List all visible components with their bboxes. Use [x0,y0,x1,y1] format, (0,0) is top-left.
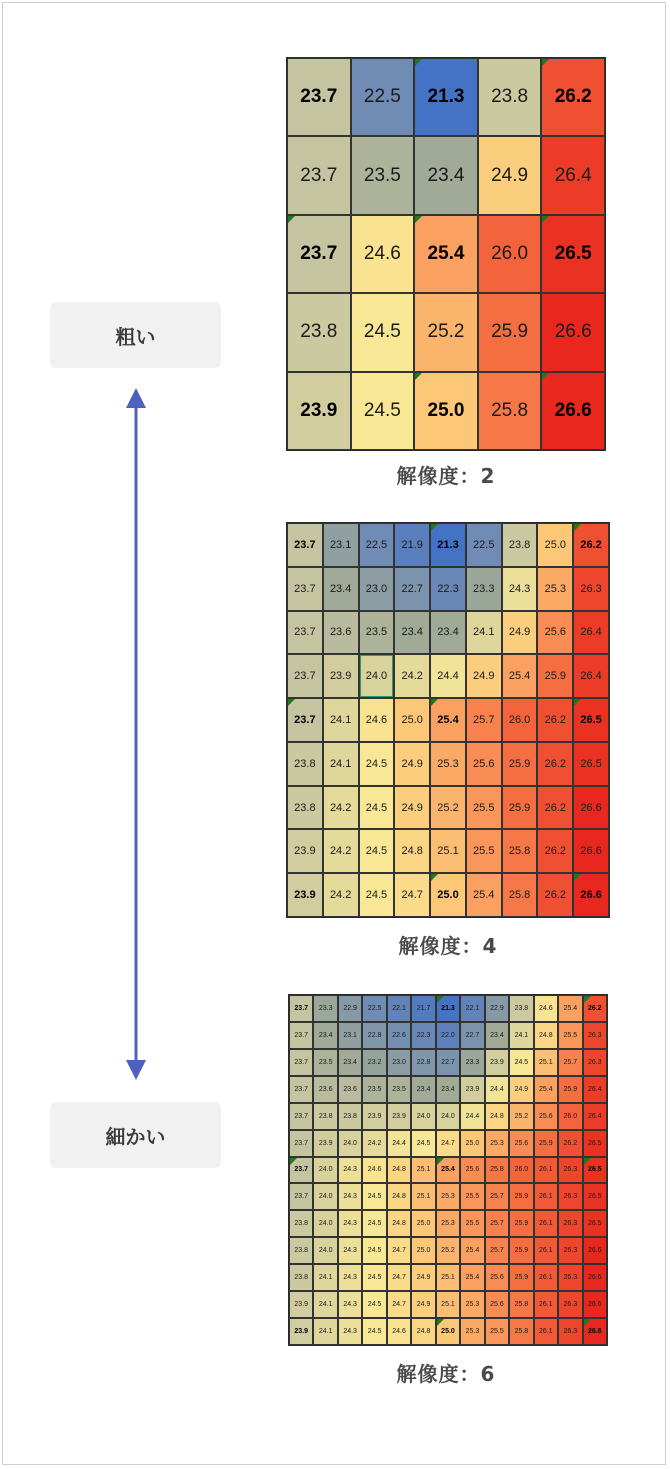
grid-cell: 26.3 [583,1022,607,1049]
grid-cell: 22.7 [394,567,430,611]
grid-cell: 23.8 [313,1103,337,1130]
grid-cell: 26.3 [558,1237,582,1264]
grid-cell: 26.0 [502,698,538,742]
double-arrow-icon [118,388,154,1080]
grid-cell: 23.3 [460,1049,484,1076]
grid-cell: 23.5 [387,1076,411,1103]
grid-cell: 24.5 [351,372,415,450]
fine-label: 細かい [50,1102,221,1168]
grid-cell: 25.0 [436,1318,460,1345]
grid-cell: 26.6 [583,1237,607,1264]
grid-cell: 24.0 [436,1103,460,1130]
grid-cell: 25.7 [485,1237,509,1264]
grid-cell: 25.1 [411,1157,435,1184]
grid-cell: 26.4 [573,611,609,655]
grid-cell: 23.8 [289,1237,313,1264]
grid-cell: 23.9 [287,829,323,873]
arrow-head-down [126,1060,146,1080]
grid-cell: 23.1 [338,1022,362,1049]
grid-cell: 23.9 [323,654,359,698]
grid-cell: 24.2 [362,1130,386,1157]
grid-cell: 25.5 [485,1318,509,1345]
grid-cell: 26.5 [573,698,609,742]
grid-cell: 25.8 [478,372,542,450]
grid-cell: 25.9 [534,1130,558,1157]
grid-cell: 23.4 [436,1076,460,1103]
grid-cell: 26.4 [583,1076,607,1103]
grid-cell: 23.0 [387,1049,411,1076]
grid-cell: 26.6 [541,372,605,450]
grid-cell: 25.4 [534,1076,558,1103]
grid-cell: 21.7 [411,995,435,1022]
grid-cell: 24.4 [387,1130,411,1157]
grid-cell: 25.3 [436,1183,460,1210]
grid-cell: 25.9 [537,654,573,698]
grid-cell: 23.3 [466,567,502,611]
grid-cell: 25.9 [502,742,538,786]
grid-cell: 24.9 [411,1264,435,1291]
grid-cell: 24.5 [359,742,395,786]
grid-cell: 26.1 [534,1183,558,1210]
grid-cell: 23.7 [287,136,351,214]
grid-cell: 24.3 [338,1157,362,1184]
grid-cell: 26.0 [558,1103,582,1130]
grid-cell: 22.3 [430,567,466,611]
grid-cell: 23.7 [287,58,351,136]
grid-cell: 22.9 [485,995,509,1022]
grid-cell: 24.0 [411,1103,435,1130]
grid-cell: 23.6 [338,1076,362,1103]
grid-cell: 23.7 [289,1157,313,1184]
grid-cell: 25.9 [509,1210,533,1237]
grid-cell: 23.4 [323,567,359,611]
grid-cell: 26.4 [573,654,609,698]
grid-cell: 25.5 [466,786,502,830]
grid-cell: 22.8 [362,1022,386,1049]
grid-cell: 24.0 [313,1157,337,1184]
grid-cell: 24.5 [362,1237,386,1264]
grid-cell: 23.9 [289,1318,313,1345]
grid-cell: 24.5 [362,1264,386,1291]
grid-cell: 26.1 [534,1264,558,1291]
grid-cell: 23.5 [313,1049,337,1076]
grid-cell: 23.5 [362,1076,386,1103]
grid-cell: 24.5 [351,293,415,371]
grid-cell: 25.6 [460,1157,484,1184]
grid-cell: 26.6 [573,873,609,917]
grid-cell: 24.5 [362,1210,386,1237]
grid-cell: 24.8 [411,1318,435,1345]
grid-cell: 24.5 [359,829,395,873]
grid-cell: 26.1 [534,1291,558,1318]
grid-cell: 25.8 [502,829,538,873]
grid-cell: 25.1 [411,1183,435,1210]
grid-cell: 23.7 [287,611,323,655]
grid-cell: 25.9 [478,293,542,371]
grid-cell: 24.0 [313,1237,337,1264]
grid-cell: 23.8 [287,293,351,371]
grid-cell: 21.9 [394,523,430,567]
grid-cell: 26.5 [583,1210,607,1237]
grid-cell: 26.2 [537,829,573,873]
grid-cell: 24.3 [502,567,538,611]
caption-resolution-4: 解像度：4 [398,934,498,958]
grid-cell: 25.9 [502,786,538,830]
grid-cell: 25.3 [485,1130,509,1157]
grid-cell: 25.6 [509,1130,533,1157]
grid-cell: 22.5 [359,523,395,567]
grid-cell: 25.6 [537,611,573,655]
grid-cell: 23.7 [287,215,351,293]
heatmap-grid-resolution-2 [286,57,606,451]
grid-cell: 24.5 [359,786,395,830]
grid-cell: 22.3 [411,1022,435,1049]
grid-cell: 23.7 [289,995,313,1022]
grid-cell: 26.2 [537,698,573,742]
grid-cell: 23.8 [478,58,542,136]
grid-cell: 26.6 [573,829,609,873]
grid-cell: 26.6 [573,786,609,830]
grid-cell: 22.5 [362,995,386,1022]
grid-cell: 25.1 [436,1264,460,1291]
grid-cell: 25.0 [411,1210,435,1237]
grid-cell: 26.4 [541,136,605,214]
grid-cell: 25.8 [509,1318,533,1345]
grid-cell: 25.4 [430,698,466,742]
grid-cell: 26.4 [583,1103,607,1130]
grid-cell: 22.0 [436,1022,460,1049]
grid-cell: 23.7 [289,1049,313,1076]
grid-cell: 25.3 [430,742,466,786]
grid-cell: 23.9 [362,1103,386,1130]
grid-cell: 26.3 [558,1157,582,1184]
grid-cell: 25.9 [509,1183,533,1210]
grid-cell: 25.3 [460,1318,484,1345]
grid-cell: 26.2 [537,873,573,917]
grid-cell: 25.1 [430,829,466,873]
grid-cell: 23.7 [289,1076,313,1103]
grid-cell: 24.8 [387,1157,411,1184]
grid-cell: 23.7 [287,567,323,611]
grid-cell: 24.7 [394,873,430,917]
grid-cell: 22.6 [387,1022,411,1049]
grid-cell: 26.3 [558,1264,582,1291]
grid-cell: 24.1 [313,1318,337,1345]
grid-cell: 23.4 [313,1022,337,1049]
grid-cell: 26.1 [534,1237,558,1264]
grid-cell: 26.2 [537,742,573,786]
heatmap-grid-resolution-4 [286,522,610,918]
grid-cell: 23.7 [287,698,323,742]
grid-cell: 23.2 [362,1049,386,1076]
grid-cell: 24.1 [509,1022,533,1049]
grid-cell: 26.3 [573,567,609,611]
grid-cell: 26.6 [583,1291,607,1318]
grid-cell: 25.4 [558,995,582,1022]
grid-cell: 25.7 [558,1049,582,1076]
grid-cell: 25.0 [430,873,466,917]
grid-cell: 24.6 [387,1318,411,1345]
grid-cell: 24.8 [485,1103,509,1130]
grid-cell: 25.0 [537,523,573,567]
grid-cell: 25.8 [509,1291,533,1318]
grid-cell: 24.3 [338,1264,362,1291]
grid-cell: 22.9 [338,995,362,1022]
grid-cell: 23.7 [289,1103,313,1130]
grid-cell: 23.8 [289,1210,313,1237]
grid-cell: 26.3 [583,1049,607,1076]
grid-cell: 24.2 [323,786,359,830]
grid-cell: 22.1 [387,995,411,1022]
grid-cell: 25.8 [502,873,538,917]
grid-cell: 25.9 [509,1237,533,1264]
grid-cell: 24.3 [338,1291,362,1318]
grid-cell: 23.7 [289,1183,313,1210]
grid-cell: 24.5 [362,1318,386,1345]
grid-cell: 26.5 [541,215,605,293]
grid-cell: 26.1 [534,1157,558,1184]
grid-cell: 24.3 [338,1237,362,1264]
grid-cell: 24.6 [534,995,558,1022]
grid-cell: 25.4 [502,654,538,698]
grid-cell: 25.0 [411,1237,435,1264]
grid-cell: 23.7 [289,1130,313,1157]
arrow-head-up [126,388,146,408]
grid-cell: 24.9 [394,786,430,830]
grid-cell: 24.8 [394,829,430,873]
grid-cell: 25.1 [436,1291,460,1318]
caption-resolution-2: 解像度：2 [396,464,496,488]
grid-cell: 24.3 [338,1318,362,1345]
grid-cell: 23.4 [411,1076,435,1103]
grid-cell: 23.4 [485,1022,509,1049]
grid-cell: 26.2 [541,58,605,136]
grid-cell: 26.3 [558,1291,582,1318]
grid-cell: 23.1 [323,523,359,567]
grid-cell: 25.6 [534,1103,558,1130]
grid-cell: 25.3 [537,567,573,611]
grid-cell: 25.0 [460,1130,484,1157]
grid-cell: 24.9 [478,136,542,214]
grid-cell: 23.9 [287,372,351,450]
grid-cell: 24.1 [323,698,359,742]
grid-cell: 24.6 [362,1157,386,1184]
grid-cell: 23.7 [289,1022,313,1049]
grid-cell: 23.8 [287,742,323,786]
grid-cell: 25.3 [436,1210,460,1237]
grid-cell: 24.9 [509,1076,533,1103]
grid-cell: 26.5 [573,742,609,786]
grid-cell: 23.6 [323,611,359,655]
grid-cell: 25.7 [485,1183,509,1210]
grid-cell: 26.1 [534,1210,558,1237]
grid-cell: 24.5 [411,1130,435,1157]
grid-cell: 22.7 [460,1022,484,1049]
grid-cell: 23.8 [289,1264,313,1291]
grid-cell: 23.4 [430,611,466,655]
grid-cell: 25.0 [394,698,430,742]
grid-cell: 24.1 [313,1291,337,1318]
grid-cell: 22.5 [466,523,502,567]
grid-cell: 26.5 [583,1157,607,1184]
grid-cell: 26.5 [583,1130,607,1157]
grid-cell: 24.1 [466,611,502,655]
grid-cell: 23.4 [338,1049,362,1076]
grid-cell: 25.9 [558,1076,582,1103]
grid-cell: 24.0 [313,1210,337,1237]
grid-cell: 24.5 [359,873,395,917]
grid-cell: 26.0 [478,215,542,293]
grid-cell: 26.3 [558,1318,582,1345]
grid-cell: 24.2 [323,873,359,917]
grid-cell: 24.0 [359,654,395,698]
grid-cell: 25.4 [436,1157,460,1184]
grid-cell: 26.0 [509,1157,533,1184]
grid-cell: 25.0 [414,372,478,450]
grid-cell: 23.4 [394,611,430,655]
grid-cell: 26.3 [558,1210,582,1237]
grid-cell: 24.3 [338,1183,362,1210]
grid-cell: 25.2 [509,1103,533,1130]
grid-cell: 25.2 [436,1237,460,1264]
grid-cell: 24.7 [387,1237,411,1264]
grid-cell: 23.9 [313,1130,337,1157]
grid-cell: 24.5 [362,1183,386,1210]
grid-cell: 23.7 [287,523,323,567]
grid-cell: 22.1 [460,995,484,1022]
grid-cell: 25.4 [460,1237,484,1264]
grid-cell: 22.5 [351,58,415,136]
grid-cell: 26.6 [583,1318,607,1345]
grid-cell: 24.9 [502,611,538,655]
grid-cell: 22.8 [411,1049,435,1076]
grid-cell: 26.5 [583,1183,607,1210]
grid-cell: 24.5 [362,1291,386,1318]
grid-cell: 25.5 [466,829,502,873]
grid-cell: 21.3 [436,995,460,1022]
grid-cell: 25.5 [460,1183,484,1210]
grid-cell: 25.4 [466,873,502,917]
grid-cell: 23.5 [351,136,415,214]
grid-cell: 23.9 [287,873,323,917]
grid-cell: 23.8 [502,523,538,567]
grid-cell: 23.3 [313,995,337,1022]
grid-cell: 25.7 [485,1210,509,1237]
grid-cell: 24.3 [338,1210,362,1237]
grid-cell: 25.6 [485,1291,509,1318]
grid-cell: 25.1 [534,1049,558,1076]
grid-cell: 25.6 [466,742,502,786]
grid-cell: 23.5 [359,611,395,655]
grid-cell: 26.2 [558,1130,582,1157]
grid-cell: 26.6 [583,1264,607,1291]
grid-cell: 24.4 [430,654,466,698]
grid-cell: 24.8 [534,1022,558,1049]
grid-cell: 24.1 [323,742,359,786]
grid-cell: 25.8 [485,1157,509,1184]
grid-cell: 21.3 [430,523,466,567]
grid-cell: 23.8 [287,786,323,830]
grid-cell: 24.2 [394,654,430,698]
grid-cell: 24.6 [351,215,415,293]
grid-cell: 24.0 [338,1130,362,1157]
grid-cell: 25.5 [558,1022,582,1049]
grid-cell: 24.9 [411,1291,435,1318]
grid-cell: 24.7 [387,1264,411,1291]
grid-cell: 23.8 [338,1103,362,1130]
grid-cell: 23.9 [387,1103,411,1130]
grid-cell: 23.9 [460,1076,484,1103]
grid-cell: 26.6 [541,293,605,371]
grid-cell: 23.6 [313,1076,337,1103]
grid-cell: 25.7 [466,698,502,742]
grid-cell: 25.5 [460,1210,484,1237]
grid-cell: 26.3 [558,1183,582,1210]
grid-cell: 26.2 [537,786,573,830]
grid-cell: 24.9 [394,742,430,786]
grid-cell: 24.0 [313,1183,337,1210]
grid-cell: 25.2 [414,293,478,371]
grid-cell: 24.7 [436,1130,460,1157]
grid-cell: 22.7 [436,1049,460,1076]
grid-cell: 24.8 [387,1210,411,1237]
grid-cell: 26.1 [534,1318,558,1345]
grid-cell: 24.4 [485,1076,509,1103]
grid-cell: 23.0 [359,567,395,611]
grid-cell: 24.9 [466,654,502,698]
grid-cell: 24.7 [387,1291,411,1318]
grid-cell: 24.5 [509,1049,533,1076]
grid-cell: 21.3 [414,58,478,136]
grid-cell: 25.6 [485,1264,509,1291]
grid-cell: 25.2 [430,786,466,830]
grid-cell: 25.9 [509,1264,533,1291]
grid-cell: 26.2 [583,995,607,1022]
grid-cell: 23.7 [287,654,323,698]
grid-cell: 24.4 [460,1103,484,1130]
grid-cell: 25.3 [460,1291,484,1318]
coarse-label: 粗い [50,302,221,368]
grid-cell: 25.4 [414,215,478,293]
heatmap-grid-resolution-6 [288,994,608,1346]
grid-cell: 26.2 [573,523,609,567]
grid-cell: 23.9 [485,1049,509,1076]
grid-cell: 24.2 [323,829,359,873]
grid-cell: 23.8 [509,995,533,1022]
grid-cell: 25.4 [460,1264,484,1291]
grid-cell: 24.8 [387,1183,411,1210]
grid-cell: 23.9 [289,1291,313,1318]
caption-resolution-6: 解像度：6 [396,1362,496,1386]
grid-cell: 24.1 [313,1264,337,1291]
grid-cell: 24.6 [359,698,395,742]
grid-cell: 23.4 [414,136,478,214]
